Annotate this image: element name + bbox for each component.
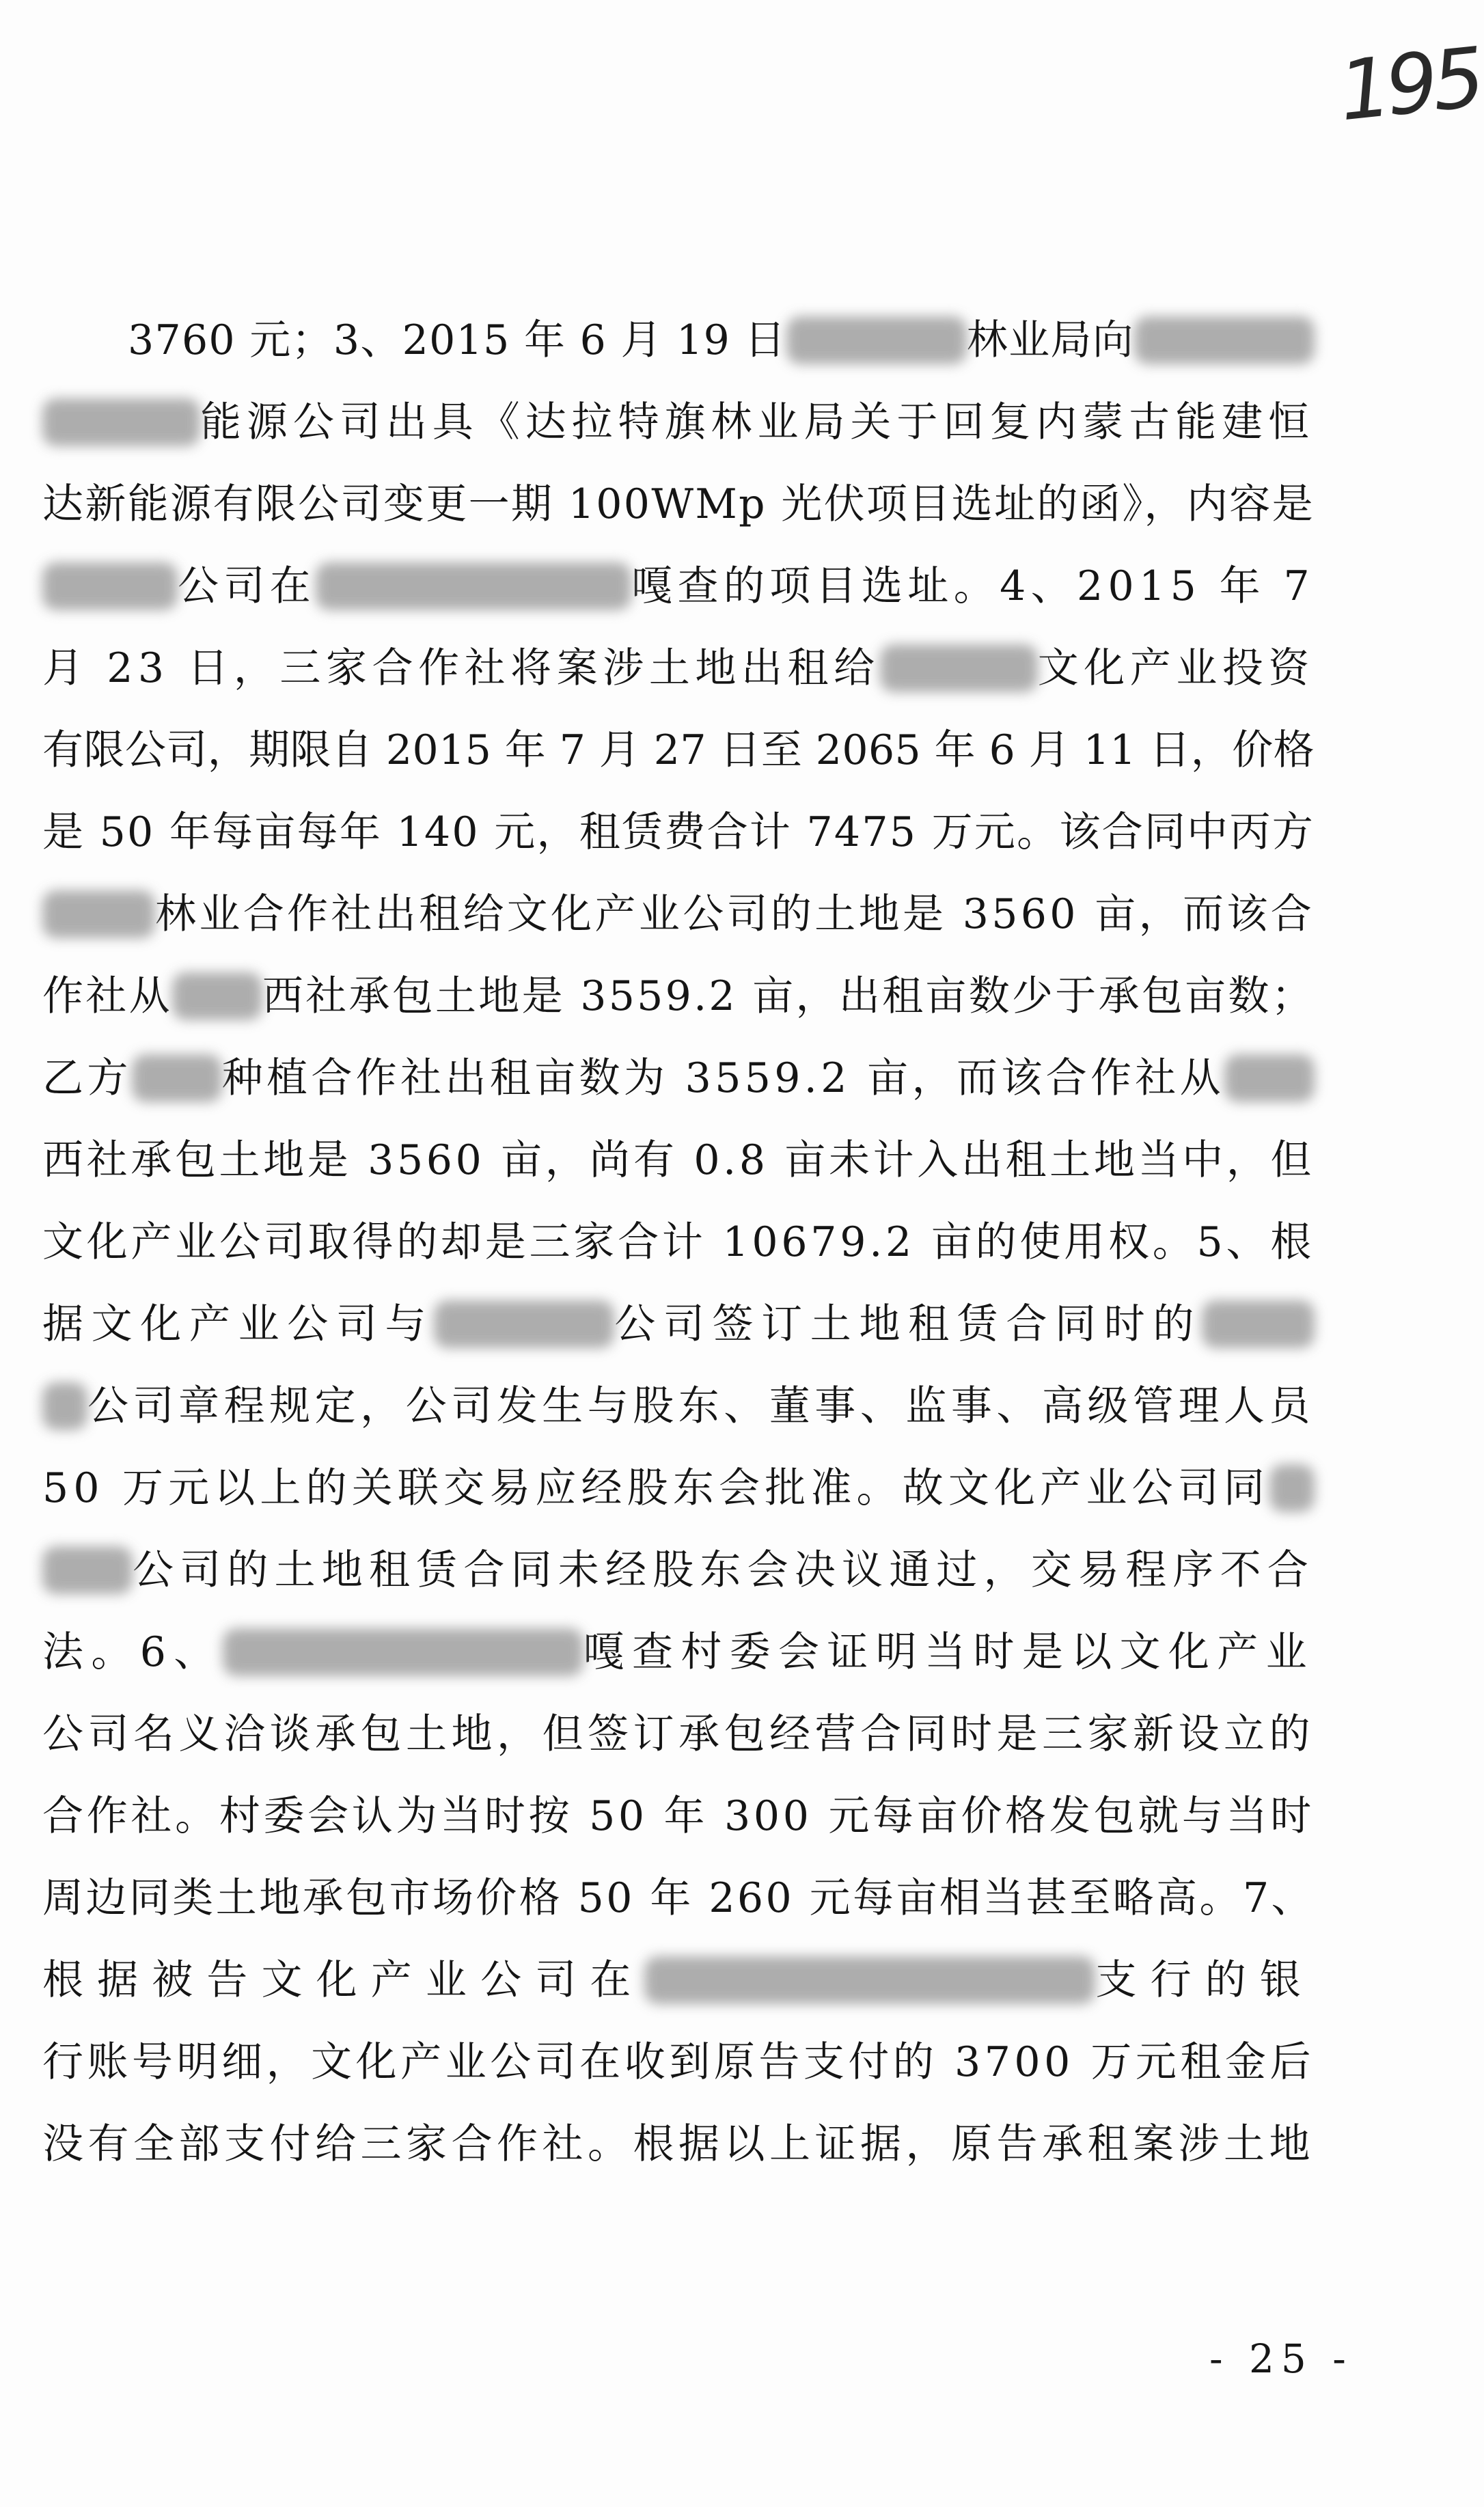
redacted-block <box>1269 1464 1315 1512</box>
text-line <box>42 2103 1315 2185</box>
text-line <box>42 1283 1315 1365</box>
text-segment: 西社承包土地是 3560 亩，尚有 0.8 亩未计入出租土地当中，但 <box>42 1136 1315 1184</box>
text-line <box>42 1447 1315 1529</box>
document-body <box>42 299 1315 2185</box>
text-segment: 公司签订土地租赁合同时的 <box>614 1300 1203 1348</box>
text-segment: 公司名义洽谈承包土地，但签订承包经营合同时是三家新设立的 <box>42 1710 1315 1758</box>
text-line <box>42 1611 1315 1693</box>
text-segment: 达新能源有限公司变更一期 100WMp 光伏项目选址的函》，内容是 <box>42 480 1315 528</box>
text-segment: 作社从 <box>42 972 172 1020</box>
handwritten-page-number: 195 <box>1334 30 1484 140</box>
text-line <box>42 1529 1315 1611</box>
text-line <box>42 1201 1315 1283</box>
redacted-block <box>172 972 262 1020</box>
redacted-block <box>132 1054 222 1102</box>
text-segment: 支行的银 <box>1095 1956 1315 2004</box>
text-line <box>42 1365 1315 1447</box>
redacted-block <box>42 890 155 938</box>
redacted-block <box>1224 1054 1315 1102</box>
text-segment: 没有全部支付给三家合作社。根据以上证据，原告承租案涉土地 <box>42 2120 1315 2168</box>
text-segment: 月 23 日，三家合作社将案涉土地出租给 <box>42 644 880 692</box>
text-segment: 林业合作社出租给文化产业公司的土地是 3560 亩，而该合 <box>155 890 1315 938</box>
text-segment: 公司的土地租赁合同未经股东会决议通过，交易程序不合 <box>133 1546 1315 1594</box>
redacted-block <box>316 562 631 610</box>
text-line <box>42 545 1315 627</box>
text-line <box>42 873 1315 955</box>
text-line <box>42 463 1315 545</box>
text-segment: 行账号明细，文化产业公司在收到原告支付的 3700 万元租金后 <box>42 2038 1315 2086</box>
text-segment: 文化产业投资 <box>1037 644 1315 692</box>
redacted-block <box>223 1628 583 1676</box>
text-line <box>42 1693 1315 1775</box>
redacted-block <box>42 1382 87 1430</box>
text-segment: 根据被告文化产业公司在 <box>42 1956 645 2004</box>
redacted-block <box>434 1300 614 1348</box>
text-segment: 乙方 <box>42 1054 132 1102</box>
redacted-block <box>42 1546 133 1594</box>
text-line <box>42 1939 1315 2021</box>
text-segment: 是 50 年每亩每年 140 元，租赁费合计 7475 万元。该合同中丙方 <box>42 808 1315 856</box>
text-segment: 文化产业公司取得的却是三家合计 10679.2 亩的使用权。5、根 <box>42 1218 1315 1266</box>
text-line <box>42 955 1315 1037</box>
text-segment: 3760 元；3、2015 年 6 月 19 日 <box>128 316 786 364</box>
redacted-block <box>42 562 178 610</box>
text-line <box>42 1119 1315 1201</box>
text-segment: 西社承包土地是 3559.2 亩，出租亩数少于承包亩数； <box>262 972 1315 1020</box>
text-segment: 嘎查的项目选址。4、2015 年 7 <box>631 562 1315 610</box>
text-line <box>42 627 1315 709</box>
redacted-block <box>1202 1300 1315 1348</box>
redacted-block <box>1134 316 1315 364</box>
text-segment: 据文化产业公司与 <box>42 1300 435 1348</box>
text-segment: 法。6、 <box>42 1628 223 1676</box>
text-segment: 50 万元以上的关联交易应经股东会批准。故文化产业公司同 <box>42 1464 1269 1512</box>
text-line <box>42 1857 1315 1939</box>
text-segment: 嘎查村委会证明当时是以文化产业 <box>583 1628 1315 1676</box>
text-segment: 有限公司，期限自 2015 年 7 月 27 日至 2065 年 6 月 11 日，价格 <box>42 726 1315 774</box>
text-segment: 种植合作社出租亩数为 3559.2 亩，而该合作社从 <box>221 1054 1225 1102</box>
text-line <box>42 709 1315 791</box>
text-line <box>42 1775 1315 1857</box>
redacted-block <box>786 316 967 364</box>
text-line <box>42 381 1315 463</box>
redacted-block <box>42 398 200 446</box>
text-line <box>42 791 1315 873</box>
text-segment: 能源公司出具《达拉特旗林业局关于回复内蒙古能建恒 <box>200 398 1315 446</box>
text-segment: 合作社。村委会认为当时按 50 年 300 元每亩价格发包就与当时 <box>42 1792 1315 1840</box>
text-line <box>42 1037 1315 1119</box>
redacted-block <box>880 644 1038 692</box>
text-segment: 林业局向 <box>966 316 1134 364</box>
redacted-block <box>644 1956 1095 2004</box>
text-line <box>42 2021 1315 2103</box>
text-segment: 周边同类土地承包市场价格 50 年 260 元每亩相当甚至略高。7、 <box>42 1874 1315 1922</box>
text-segment: 公司章程规定，公司发生与股东、董事、监事、高级管理人员 <box>87 1382 1315 1430</box>
page-number: - 25 - <box>1209 2335 1353 2382</box>
text-segment: 公司在 <box>178 562 316 610</box>
text-line <box>42 299 1315 381</box>
